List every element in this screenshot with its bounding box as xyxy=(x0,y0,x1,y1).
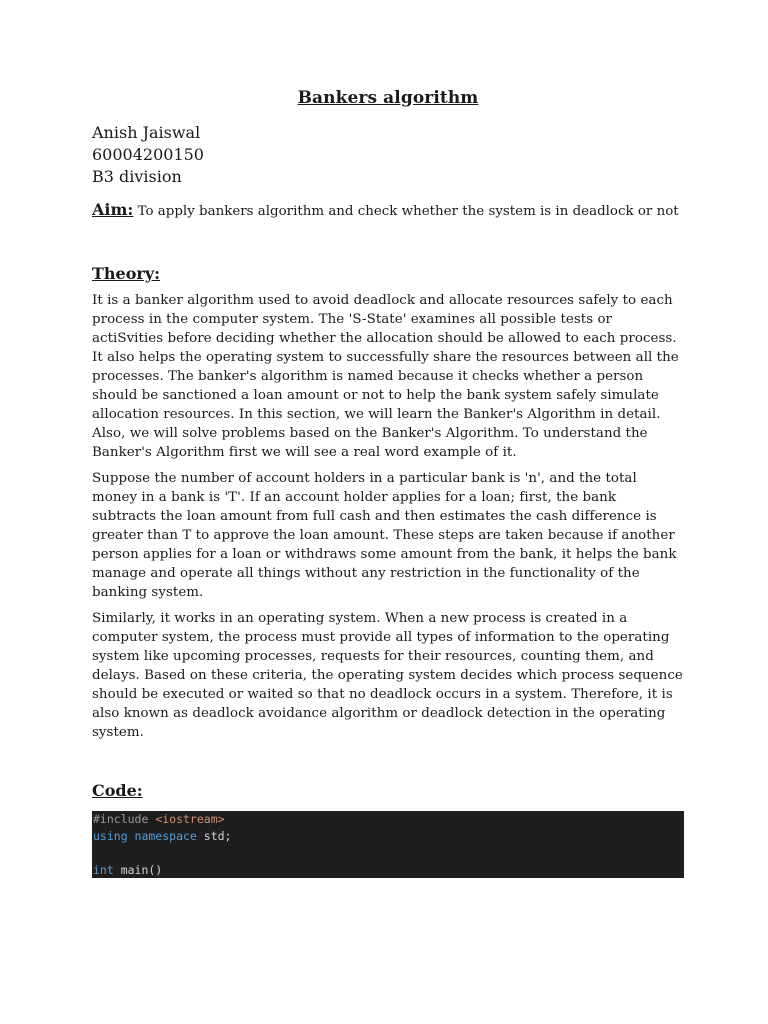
author-id: 60004200150 xyxy=(92,145,204,164)
code-token: <iostream> xyxy=(155,812,225,826)
code-line xyxy=(92,811,684,828)
code-block xyxy=(92,811,684,878)
theory-heading: Theory: xyxy=(92,264,161,283)
document-page xyxy=(92,88,684,878)
code-line xyxy=(92,828,684,845)
code-token: main() xyxy=(120,863,163,877)
author-name: Anish Jaiswal xyxy=(92,123,201,142)
code-heading: Code: xyxy=(92,781,143,800)
code-token: #include xyxy=(93,812,156,826)
aim-section xyxy=(92,200,684,222)
theory-paragraph-2: Suppose the number of account holders in a particular bank is 'n', and the total money in a bank is 'T'. If an account holder applies for a loan; first, the bank subtracts the loan amount from full cash and then estimates the cash difference is greater than T to approve the loan amount. These steps are taken because if another person applies for a loan or withdraws some amount from the bank, it helps the bank manage and operate all things without any restriction in the functionality of the banking system. xyxy=(92,471,677,600)
code-line xyxy=(92,862,684,879)
aim-label: Aim: xyxy=(92,200,134,219)
code-token: using namespace xyxy=(93,829,204,843)
code-line xyxy=(92,845,684,862)
theory-paragraph-1: It is a banker algorithm used to avoid deadlock and allocate resources safely to each process in the computer system. The 'S-State' examines all possible tests or actiSvities before deciding whether the allocation should be allowed to each process. It also helps the operating system to successfully share the resources between all the processes. The banker's algorithm is named because it checks whether a person should be sanctioned a loan amount or not to help the bank system safely simulate allocation resources. In this section, we will learn the Banker's Algorithm in detail. Also, we will solve problems based on the Banker's Algorithm. To understand the Banker's Algorithm first we will see a real word example of it. xyxy=(92,293,679,460)
author-block xyxy=(92,122,684,188)
code-token: std; xyxy=(203,829,232,843)
author-division: B3 division xyxy=(92,167,182,186)
document-title: Bankers algorithm xyxy=(297,88,479,108)
theory-paragraph-3: Similarly, it works in an operating system. When a new process is created in a computer system, the process must provide all types of information to the operating system like upcoming processes, requests for their resources, counting them, and delays. Based on these criteria, the operating system decides which process sequence should be executed or waited so that no deadlock occurs in a system. Therefore, it is also known as deadlock avoidance algorithm or deadlock detection in the operating system. xyxy=(92,611,683,740)
aim-text: To apply bankers algorithm and check whether the system is in deadlock or not xyxy=(133,204,679,219)
code-token: int xyxy=(93,863,121,877)
